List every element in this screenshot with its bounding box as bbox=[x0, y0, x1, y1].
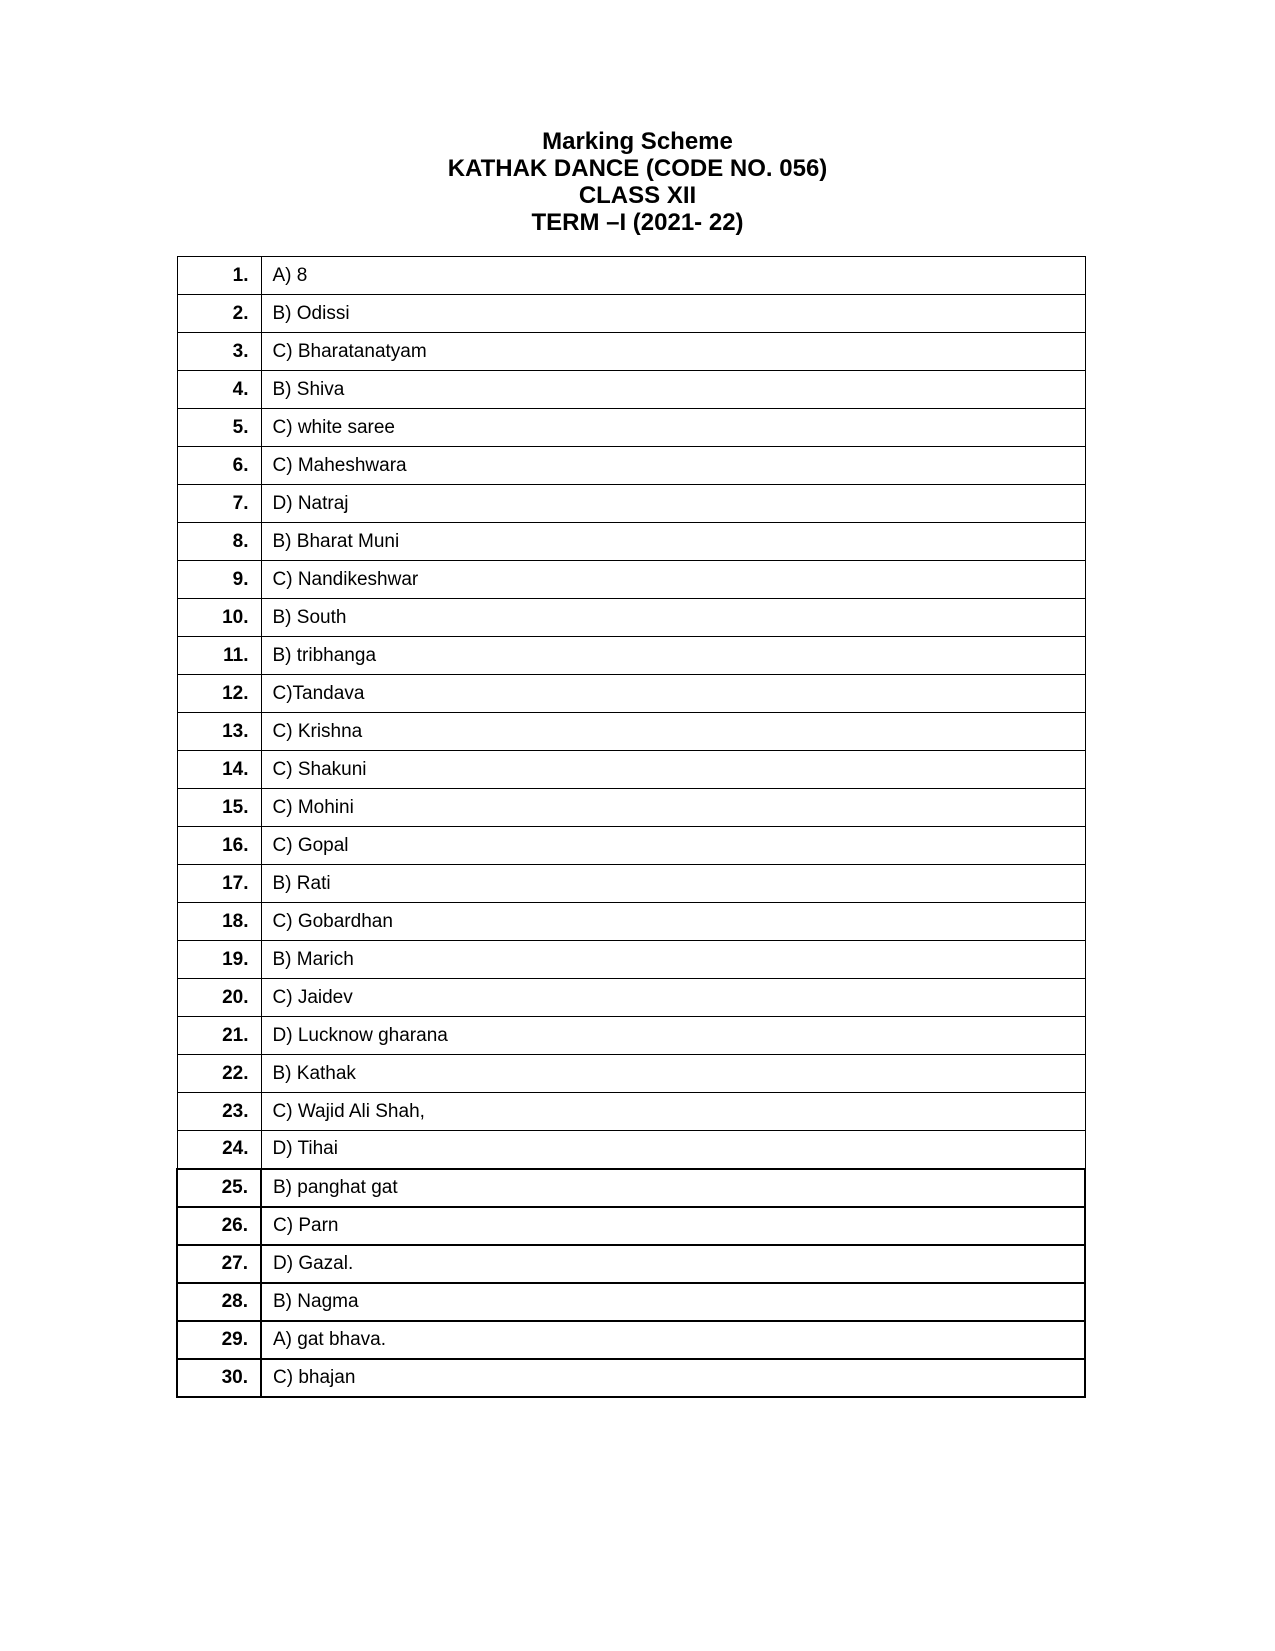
question-number: 27. bbox=[177, 1245, 261, 1283]
question-number: 20. bbox=[177, 979, 261, 1017]
table-row bbox=[177, 371, 1085, 409]
question-number: 28. bbox=[177, 1283, 261, 1321]
table-row bbox=[177, 1131, 1085, 1169]
question-number: 29. bbox=[177, 1321, 261, 1359]
question-number: 16. bbox=[177, 827, 261, 865]
question-number: 12. bbox=[177, 675, 261, 713]
question-number: 3. bbox=[177, 333, 261, 371]
table-row bbox=[177, 675, 1085, 713]
table-row bbox=[177, 523, 1085, 561]
table-row bbox=[177, 409, 1085, 447]
table-row bbox=[177, 333, 1085, 371]
table-row bbox=[177, 941, 1085, 979]
answer-text: B) Shiva bbox=[261, 371, 1085, 409]
table-row bbox=[177, 1283, 1085, 1321]
question-number: 4. bbox=[177, 371, 261, 409]
answer-text: B) South bbox=[261, 599, 1085, 637]
answer-text: C) Shakuni bbox=[261, 751, 1085, 789]
question-number: 21. bbox=[177, 1017, 261, 1055]
answer-text: C) Bharatanatyam bbox=[261, 333, 1085, 371]
question-number: 10. bbox=[177, 599, 261, 637]
table-row bbox=[177, 1055, 1085, 1093]
answer-text: D) Gazal. bbox=[261, 1245, 1085, 1283]
answer-text: C) Mohini bbox=[261, 789, 1085, 827]
answer-text: D) Natraj bbox=[261, 485, 1085, 523]
table-row bbox=[177, 599, 1085, 637]
question-number: 14. bbox=[177, 751, 261, 789]
answer-text: C) Maheshwara bbox=[261, 447, 1085, 485]
subject-title: KATHAK DANCE (CODE NO. 056) bbox=[447, 155, 828, 182]
question-number: 2. bbox=[177, 295, 261, 333]
answer-table-body bbox=[177, 257, 1085, 1397]
answer-text: C)Tandava bbox=[261, 675, 1085, 713]
question-number: 22. bbox=[177, 1055, 261, 1093]
answer-text: C) Jaidev bbox=[261, 979, 1085, 1017]
answer-text: B) Nagma bbox=[261, 1283, 1085, 1321]
answer-text: C) Wajid Ali Shah, bbox=[261, 1093, 1085, 1131]
answer-text: C) Gobardhan bbox=[261, 903, 1085, 941]
answer-text: D) Lucknow gharana bbox=[261, 1017, 1085, 1055]
table-row bbox=[177, 561, 1085, 599]
question-number: 1. bbox=[177, 257, 261, 295]
table-row bbox=[177, 637, 1085, 675]
question-number: 19. bbox=[177, 941, 261, 979]
answer-text: B) Kathak bbox=[261, 1055, 1085, 1093]
table-row bbox=[177, 827, 1085, 865]
question-number: 7. bbox=[177, 485, 261, 523]
table-row bbox=[177, 1321, 1085, 1359]
question-number: 26. bbox=[177, 1207, 261, 1245]
question-number: 30. bbox=[177, 1359, 261, 1397]
question-number: 11. bbox=[177, 637, 261, 675]
table-row bbox=[177, 485, 1085, 523]
table-row bbox=[177, 1093, 1085, 1131]
answer-text: C) bhajan bbox=[261, 1359, 1085, 1397]
answer-text: B) Bharat Muni bbox=[261, 523, 1085, 561]
question-number: 6. bbox=[177, 447, 261, 485]
table-row bbox=[177, 865, 1085, 903]
answer-text: B) panghat gat bbox=[261, 1169, 1085, 1207]
question-number: 9. bbox=[177, 561, 261, 599]
question-number: 5. bbox=[177, 409, 261, 447]
question-number: 15. bbox=[177, 789, 261, 827]
table-row bbox=[177, 789, 1085, 827]
question-number: 17. bbox=[177, 865, 261, 903]
term-title: TERM –I (2021- 22) bbox=[531, 209, 744, 236]
question-number: 18. bbox=[177, 903, 261, 941]
answer-text: C) Nandikeshwar bbox=[261, 561, 1085, 599]
table-row bbox=[177, 1017, 1085, 1055]
table-row bbox=[177, 1245, 1085, 1283]
answer-text: C) white saree bbox=[261, 409, 1085, 447]
question-number: 13. bbox=[177, 713, 261, 751]
answer-text: C) Gopal bbox=[261, 827, 1085, 865]
answer-text: C) Parn bbox=[261, 1207, 1085, 1245]
question-number: 25. bbox=[177, 1169, 261, 1207]
table-row bbox=[177, 979, 1085, 1017]
table-row bbox=[177, 447, 1085, 485]
document-title: Marking Scheme bbox=[542, 128, 733, 155]
table-row bbox=[177, 257, 1085, 295]
table-row bbox=[177, 903, 1085, 941]
table-row bbox=[177, 1169, 1085, 1207]
question-number: 23. bbox=[177, 1093, 261, 1131]
table-row bbox=[177, 1207, 1085, 1245]
answer-text: B) Rati bbox=[261, 865, 1085, 903]
answer-text: A) 8 bbox=[261, 257, 1085, 295]
answer-text: B) tribhanga bbox=[261, 637, 1085, 675]
answer-text: A) gat bhava. bbox=[261, 1321, 1085, 1359]
answer-text: B) Odissi bbox=[261, 295, 1085, 333]
answer-text: D) Tihai bbox=[261, 1131, 1085, 1169]
answer-text: B) Marich bbox=[261, 941, 1085, 979]
table-row bbox=[177, 713, 1085, 751]
table-row bbox=[177, 1359, 1085, 1397]
class-title: CLASS XII bbox=[578, 182, 697, 209]
table-row bbox=[177, 751, 1085, 789]
answer-text: C) Krishna bbox=[261, 713, 1085, 751]
question-number: 8. bbox=[177, 523, 261, 561]
document-header bbox=[0, 128, 1275, 236]
question-number: 24. bbox=[177, 1131, 261, 1169]
table-row bbox=[177, 295, 1085, 333]
answer-table bbox=[176, 256, 1086, 1398]
